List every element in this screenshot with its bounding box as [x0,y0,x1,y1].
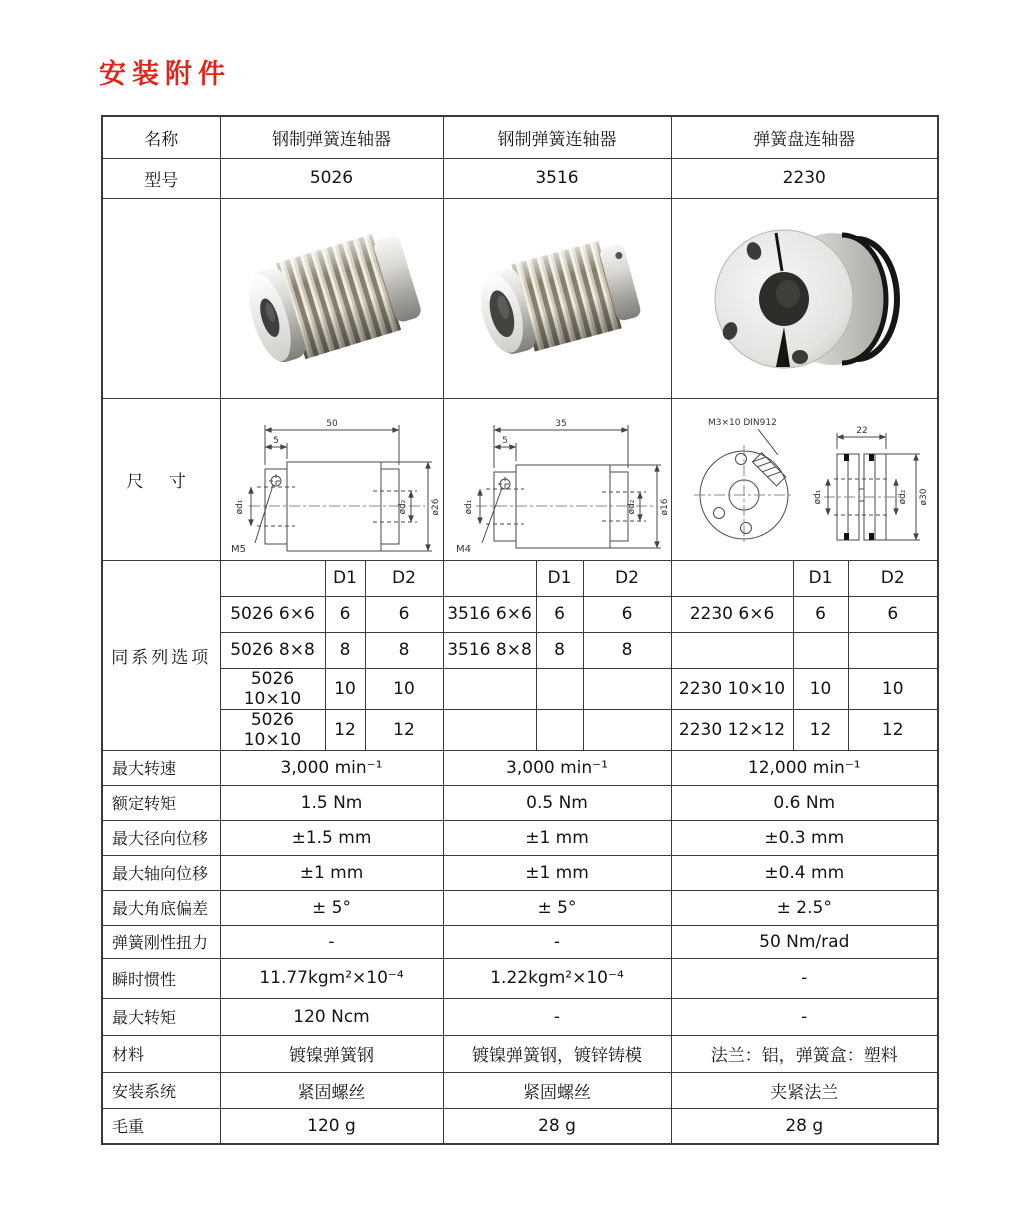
spec-row [102,855,938,890]
series-cell: 6 [583,596,671,632]
empty-cell [443,560,536,596]
empty-cell [671,560,793,596]
spec-row [102,785,938,820]
spec-row [102,820,938,855]
spec-value: - [671,958,938,998]
disc-coupling-photo-2230 [672,199,937,397]
series-cell: 8 [325,632,365,668]
empty-cell [102,198,220,398]
spec-value: 120 Ncm [220,998,443,1035]
spec-value: 0.6 Nm [671,785,938,820]
series-col-d1: D1 [325,560,365,596]
drawing-2230 [672,399,937,559]
series-cell: 3516 6×6 [443,596,536,632]
dimension-drawing-2230 [671,398,938,560]
series-cell: 12 [793,709,848,750]
series-cell: 2230 6×6 [671,596,793,632]
spec-row [102,890,938,925]
spec-value: ± 5° [443,890,671,925]
series-row [102,596,938,632]
spec-label: 安装系统 [102,1072,220,1108]
bellows-coupling-photo-5026 [221,199,442,397]
spec-value: - [671,998,938,1035]
spec-value: ±1 mm [443,820,671,855]
spec-value: ±0.4 mm [671,855,938,890]
product-model-3516: 3516 [443,158,671,198]
product-name-5026: 钢制弹簧连轴器 [220,116,443,158]
spec-value: ±0.3 mm [671,820,938,855]
series-col-d2: D2 [848,560,938,596]
product-name-3516: 钢制弹簧连轴器 [443,116,671,158]
series-col-d2: D2 [365,560,443,596]
product-photo-2230 [671,198,938,398]
series-cell: 5026 8×8 [220,632,325,668]
series-cell [793,632,848,668]
series-col-d1: D1 [536,560,583,596]
series-cell: 5026 6×6 [220,596,325,632]
spec-value: - [443,925,671,958]
dim-bore-left: ød₁ [812,489,823,505]
product-photo-5026 [220,198,443,398]
series-cell: 8 [536,632,583,668]
series-cell: 6 [848,596,938,632]
dimensions-label: 尺 寸 [102,398,220,560]
series-label: 同系列选项 [102,560,220,750]
series-cell: 3516 8×8 [443,632,536,668]
spec-value: 镀镍弹簧钢 [220,1035,443,1072]
screw-label: M3×10 DIN912 [707,418,777,428]
series-cell: 10 [793,668,848,709]
dim-bore-left: ød₁ [235,499,245,515]
spec-label: 最大转矩 [102,998,220,1035]
name-row [102,116,938,158]
spec-value: 镀镍弹簧钢，镀锌铸模 [443,1035,671,1072]
dim-length: 50 [326,419,338,429]
series-cell: 8 [365,632,443,668]
name-header-label: 名称 [102,116,220,158]
spec-value: 法兰：铝，弹簧盒：塑料 [671,1035,938,1072]
spec-label: 材料 [102,1035,220,1072]
series-cell [583,668,671,709]
spec-value: 3,000 min⁻¹ [443,750,671,785]
empty-cell [220,560,325,596]
spec-value: 28 g [443,1108,671,1144]
spec-label: 毛重 [102,1108,220,1144]
spec-value: 12,000 min⁻¹ [671,750,938,785]
model-header-label: 型号 [102,158,220,198]
spec-label: 最大径向位移 [102,820,220,855]
series-cell [536,709,583,750]
series-cell [848,632,938,668]
series-col-d2: D2 [583,560,671,596]
page-title: 安装附件 [99,59,231,90]
spec-value: ± 5° [220,890,443,925]
series-cell: 10 [325,668,365,709]
photo-row [102,198,938,398]
series-cell [583,709,671,750]
dim-outer: ø16 [660,498,670,516]
dimension-drawing-3516 [443,398,671,560]
spec-row [102,1035,938,1072]
spec-value: 11.77kgm²×10⁻⁴ [220,958,443,998]
series-cell: 6 [325,596,365,632]
dim-bore-right: ød₂ [398,499,408,515]
series-col-d1: D1 [793,560,848,596]
series-header-row [102,560,938,596]
spec-value: - [220,925,443,958]
series-cell: 12 [848,709,938,750]
series-cell: 12 [365,709,443,750]
spec-value: 夹紧法兰 [671,1072,938,1108]
spec-row [102,998,938,1035]
spec-value: ±1 mm [443,855,671,890]
dim-length: 35 [555,419,567,429]
series-cell: 10 [365,668,443,709]
series-cell: 12 [325,709,365,750]
series-cell: 8 [583,632,671,668]
series-cell [671,632,793,668]
spec-row [102,925,938,958]
spec-label: 最大角底偏差 [102,890,220,925]
spec-row [102,958,938,998]
spec-value: 紧固螺丝 [220,1072,443,1108]
spec-label: 最大转速 [102,750,220,785]
dim-cap: 5 [273,436,279,446]
series-cell [443,709,536,750]
dim-bore-right: ød₂ [627,499,637,515]
product-model-2230: 2230 [671,158,938,198]
spec-row [102,750,938,785]
series-cell: 2230 12×12 [671,709,793,750]
series-row [102,632,938,668]
dimensions-row [102,398,938,560]
spec-row [102,1072,938,1108]
spec-value: 1.5 Nm [220,785,443,820]
series-cell [536,668,583,709]
product-model-5026: 5026 [220,158,443,198]
spec-label: 瞬时惯性 [102,958,220,998]
spec-value: 3,000 min⁻¹ [220,750,443,785]
spec-value: ± 2.5° [671,890,938,925]
spec-value: ±1 mm [220,855,443,890]
drawing-5026 [221,399,442,559]
dim-outer: ø26 [431,498,441,516]
spec-row [102,1108,938,1144]
product-photo-3516 [443,198,671,398]
dim-outer: ø30 [918,488,929,506]
spec-value: 28 g [671,1108,938,1144]
spec-label: 最大轴向位移 [102,855,220,890]
series-row [102,668,938,709]
dimension-drawing-5026 [220,398,443,560]
spec-value: 0.5 Nm [443,785,671,820]
dim-width: 22 [856,426,868,436]
screw-label: M4 [456,544,471,555]
drawing-3516 [444,399,670,559]
series-cell: 6 [536,596,583,632]
dim-bore-right: ød₂ [897,489,908,505]
series-cell: 6 [793,596,848,632]
spec-label: 弹簧刚性扭力 [102,925,220,958]
series-cell: 6 [365,596,443,632]
series-row [102,709,938,750]
dim-bore-left: ød₁ [464,499,474,515]
series-cell: 2230 10×10 [671,668,793,709]
series-cell [443,668,536,709]
spec-table [101,115,939,1145]
spec-value: - [443,998,671,1035]
series-cell: 5026 10×10 [220,668,325,709]
spec-value: 1.22kgm²×10⁻⁴ [443,958,671,998]
screw-label: M5 [231,544,246,555]
spec-value: 120 g [220,1108,443,1144]
spec-value: 50 Nm/rad [671,925,938,958]
series-cell: 5026 10×10 [220,709,325,750]
bellows-coupling-photo-3516 [444,199,670,397]
model-row [102,158,938,198]
spec-label: 额定转矩 [102,785,220,820]
series-cell: 10 [848,668,938,709]
spec-value: ±1.5 mm [220,820,443,855]
product-name-2230: 弹簧盘连轴器 [671,116,938,158]
dim-cap: 5 [502,436,508,446]
spec-value: 紧固螺丝 [443,1072,671,1108]
